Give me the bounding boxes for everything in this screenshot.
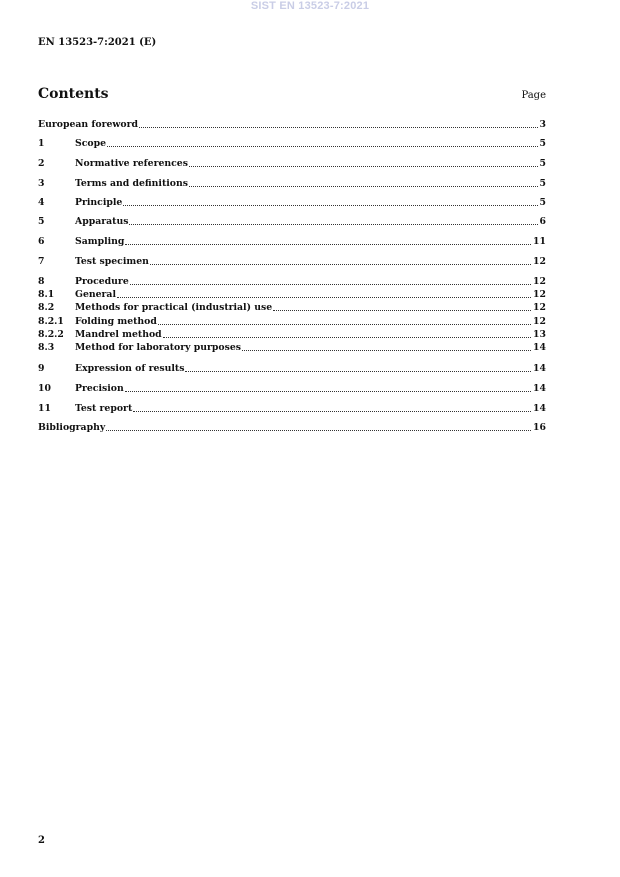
toc-entry[interactable] — [38, 383, 546, 395]
page-number: 2 — [38, 835, 45, 846]
toc-entry-title: Terms and definitions — [75, 178, 188, 189]
toc-entry-title: European foreword — [38, 119, 138, 130]
document-id: EN 13523-7:2021 (E) — [38, 37, 157, 48]
toc-entry-title: Procedure — [75, 276, 129, 287]
toc-leader-dots — [273, 310, 531, 311]
toc-entry-title: Test specimen — [75, 256, 149, 267]
toc-leader-dots — [107, 146, 538, 147]
toc-entry-number: 8.2.1 — [38, 316, 64, 327]
toc-entry-title: Bibliography — [38, 422, 106, 433]
toc-entry-page: 5 — [539, 178, 546, 189]
toc-entry-number: 8 — [38, 276, 45, 287]
toc-entry[interactable] — [38, 316, 546, 328]
toc-entry-number: 5 — [38, 216, 45, 227]
toc-entry[interactable] — [38, 363, 546, 375]
toc-entry-number: 8.2 — [38, 302, 55, 313]
toc-entry-page: 11 — [533, 236, 546, 247]
toc-entry-number: 10 — [38, 383, 51, 394]
toc-entry[interactable] — [38, 289, 546, 301]
toc-entry-title: Method for laboratory purposes — [75, 342, 241, 353]
contents-heading: Contents — [38, 86, 109, 102]
toc-leader-dots — [242, 350, 531, 351]
toc-entry[interactable] — [38, 119, 546, 131]
toc-leader-dots — [123, 205, 537, 206]
toc-entry[interactable] — [38, 236, 546, 248]
toc-entry-title: Folding method — [75, 316, 157, 327]
toc-entry[interactable] — [38, 138, 546, 150]
toc-entry-page: 5 — [539, 158, 546, 169]
toc-leader-dots — [130, 284, 531, 285]
toc-leader-dots — [189, 166, 538, 167]
toc-entry-title: Methods for practical (industrial) use — [75, 302, 273, 313]
toc-entry-title: Normative references — [75, 158, 188, 169]
toc-entry-title: Precision — [75, 383, 124, 394]
toc-entry-title: Expression of results — [75, 363, 185, 374]
toc-entry-page: 12 — [533, 276, 546, 287]
toc-entry[interactable] — [38, 216, 546, 228]
toc-entry[interactable] — [38, 276, 546, 288]
toc-entry-title: Test report — [75, 403, 133, 414]
toc-entry[interactable] — [38, 342, 546, 354]
toc-entry[interactable] — [38, 403, 546, 415]
toc-entry[interactable] — [38, 197, 546, 209]
toc-entry-number: 3 — [38, 178, 45, 189]
toc-entry-page: 12 — [533, 289, 546, 300]
toc-entry-page: 14 — [533, 403, 546, 414]
toc-entry-title: Sampling — [75, 236, 125, 247]
toc-entry[interactable] — [38, 329, 546, 341]
toc-leader-dots — [133, 411, 531, 412]
toc-entry-page: 12 — [533, 302, 546, 313]
toc-entry-page: 16 — [533, 422, 546, 433]
toc-leader-dots — [158, 324, 531, 325]
toc-entry-page: 3 — [539, 119, 546, 130]
toc-entry-page: 13 — [533, 329, 546, 340]
toc-entry-page: 5 — [539, 197, 546, 208]
toc-entry-page: 12 — [533, 256, 546, 267]
toc-entry-page: 6 — [539, 216, 546, 227]
toc-entry[interactable] — [38, 422, 546, 434]
toc-entry-page: 14 — [533, 363, 546, 374]
page-column-label: Page — [521, 90, 546, 101]
toc-entry[interactable] — [38, 256, 546, 268]
toc-entry-page: 12 — [533, 316, 546, 327]
toc-leader-dots — [185, 371, 531, 372]
toc-entry-number: 1 — [38, 138, 45, 149]
toc-leader-dots — [150, 264, 531, 265]
toc-entry-title: Apparatus — [75, 216, 129, 227]
toc-entry-title: Mandrel method — [75, 329, 162, 340]
toc-leader-dots — [129, 224, 537, 225]
toc-entry-number: 8.1 — [38, 289, 55, 300]
toc-entry-page: 5 — [539, 138, 546, 149]
toc-leader-dots — [189, 186, 538, 187]
toc-entry[interactable] — [38, 158, 546, 170]
toc-entry-number: 6 — [38, 236, 45, 247]
toc-entry-title: Principle — [75, 197, 123, 208]
toc-entry-title: Scope — [75, 138, 106, 149]
toc-entry-number: 2 — [38, 158, 45, 169]
watermark: SIST EN 13523-7:2021 — [250, 0, 370, 12]
toc-leader-dots — [117, 297, 531, 298]
toc-entry-page: 14 — [533, 383, 546, 394]
toc-entry-number: 4 — [38, 197, 45, 208]
toc-entry-number: 9 — [38, 363, 45, 374]
toc-entry-title: General — [75, 289, 116, 300]
toc-leader-dots — [106, 430, 531, 431]
toc-leader-dots — [125, 391, 531, 392]
toc-entry-number: 7 — [38, 256, 45, 267]
toc-entry-page: 14 — [533, 342, 546, 353]
toc-leader-dots — [139, 127, 538, 128]
toc-entry-number: 11 — [38, 403, 51, 414]
toc-leader-dots — [125, 244, 531, 245]
toc-entry[interactable] — [38, 178, 546, 190]
toc-leader-dots — [163, 337, 531, 338]
toc-entry-number: 8.2.2 — [38, 329, 64, 340]
toc-entry-number: 8.3 — [38, 342, 55, 353]
toc-entry[interactable] — [38, 302, 546, 314]
